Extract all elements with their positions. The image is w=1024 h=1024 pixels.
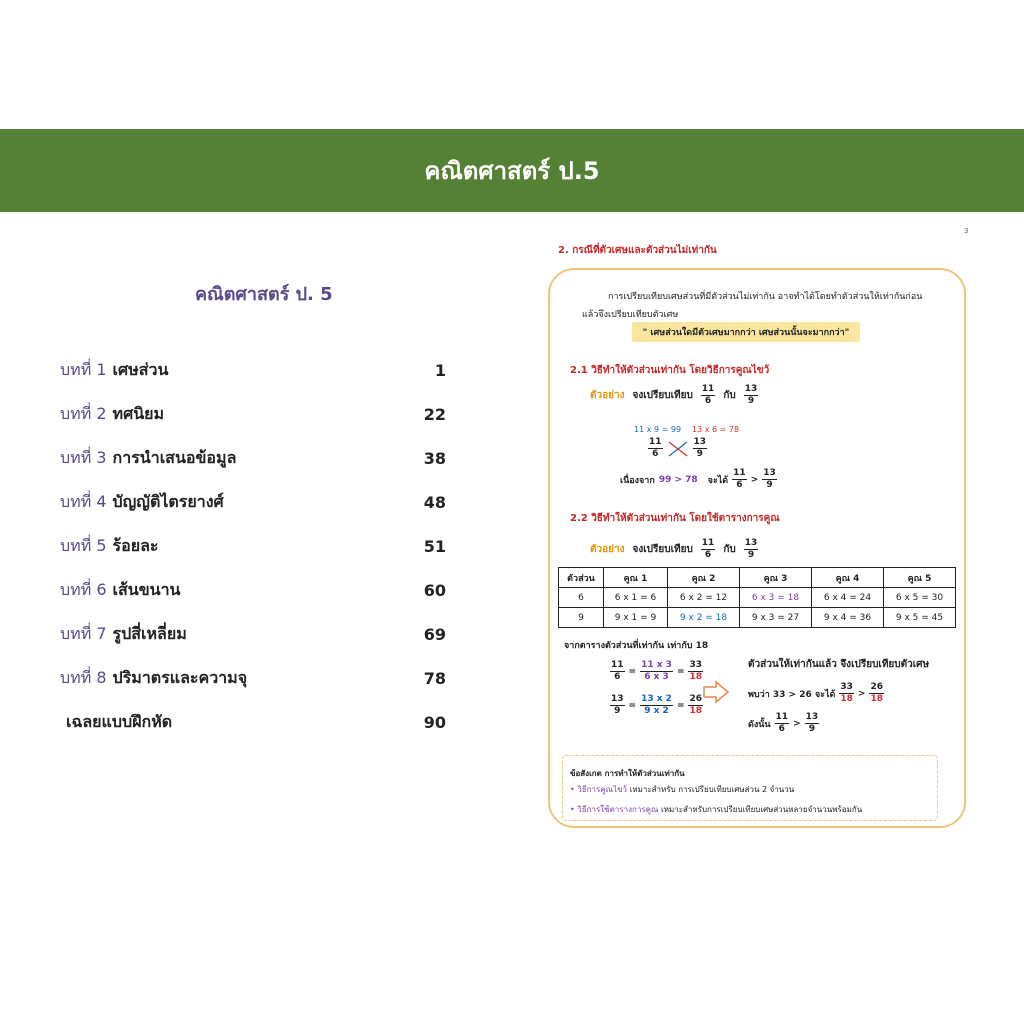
table-header: คูณ 3 bbox=[740, 568, 812, 588]
chapter-name: เศษส่วน bbox=[112, 359, 169, 379]
table-row bbox=[559, 608, 956, 628]
header-banner bbox=[0, 129, 1024, 212]
cross-arrows-icon bbox=[667, 440, 689, 458]
table-header: ตัวส่วน bbox=[559, 568, 604, 588]
toc-item-label bbox=[60, 358, 168, 383]
summary-item-1: • วิธีการคูณไขว้ เหมาะสำหรับ การเปรียบเทียบเศษส่วน 2 จำนวน bbox=[570, 785, 795, 794]
chapter-page: 48 bbox=[423, 492, 446, 512]
fraction-b: $\frac{13}{9}$ bbox=[744, 538, 758, 560]
because-text: เนื่องจาก bbox=[620, 475, 655, 486]
bullet-icon: • bbox=[570, 805, 575, 814]
bullet-icon: • bbox=[570, 785, 575, 794]
fraction-a: $\frac{11}{6}$ bbox=[701, 538, 715, 560]
chapter-name: ปริมาตรและความจุ bbox=[112, 667, 248, 687]
chapter-number: บทที่ 6 bbox=[60, 579, 107, 599]
toc-item-label bbox=[60, 578, 180, 603]
chapter-page: 90 bbox=[423, 712, 446, 732]
so-text: จะได้ bbox=[707, 475, 729, 486]
chapter-name: ร้อยละ bbox=[112, 535, 159, 555]
table-row bbox=[559, 588, 956, 608]
chapter-name: บัญญัติไตรยางศ์ bbox=[112, 491, 224, 511]
table-cell: 9 x 2 = 18 bbox=[668, 608, 740, 628]
chapter-number: บทที่ 5 bbox=[60, 535, 107, 555]
compare-note: ตัวส่วนให้เท่ากันแล้ว จึงเปรียบเทียบตัวเศษ bbox=[748, 659, 930, 670]
fraction-a: $\frac{11}{6}$ bbox=[649, 437, 662, 459]
chapter-number: บทที่ 4 bbox=[60, 491, 107, 511]
example-text: จงเปรียบเทียบ bbox=[632, 390, 693, 401]
chapter-name: การนำเสนอข้อมูล bbox=[112, 447, 237, 467]
example-label: ตัวอย่าง bbox=[590, 390, 625, 401]
banner-title: คณิตศาสตร์ ป.5 bbox=[424, 157, 600, 185]
with-text: กับ bbox=[723, 390, 736, 401]
multiplication-table bbox=[558, 567, 956, 628]
toc-item bbox=[60, 480, 450, 524]
because-compare: 99 > 78 bbox=[658, 474, 698, 485]
table-cell: 9 x 3 = 27 bbox=[740, 608, 812, 628]
cross-product-right: 13 x 6 = 78 bbox=[692, 425, 740, 434]
compare-result: พบว่า 33 > 26 จะได้ $\frac{33}{18}$ > $\frac{26}{18}$ bbox=[748, 682, 883, 704]
toc-item-label bbox=[60, 666, 247, 691]
table-cell: 6 x 3 = 18 bbox=[740, 588, 812, 608]
toc-item-label bbox=[60, 446, 236, 471]
table-header: คูณ 1 bbox=[603, 568, 667, 588]
intro-line-1: การเปรียบเทียบเศษส่วนที่มีตัวส่วนไม่เท่ากัน อาจทำได้โดยทำตัวส่วนให้เท่ากันก่อน bbox=[608, 292, 923, 302]
chapter-name: รูปสี่เหลี่ยม bbox=[112, 623, 187, 643]
chapter-page: 78 bbox=[423, 668, 446, 688]
chapter-page: 69 bbox=[423, 624, 446, 644]
example-label: ตัวอย่าง bbox=[590, 544, 625, 555]
table-of-contents bbox=[60, 348, 450, 744]
chapter-name: เฉลยแบบฝึกหัด bbox=[66, 711, 173, 731]
toc-item bbox=[60, 348, 450, 392]
table-cell: 9 x 1 = 9 bbox=[603, 608, 667, 628]
chapter-page: 22 bbox=[423, 404, 446, 424]
toc-item bbox=[60, 700, 450, 744]
toc-item-label bbox=[60, 622, 187, 647]
table-cell: 6 bbox=[559, 588, 604, 608]
chapter-page: 60 bbox=[423, 580, 446, 600]
fraction-b: $\frac{13}{9}$ bbox=[693, 437, 707, 459]
cross-product-left: 11 x 9 = 99 bbox=[634, 425, 682, 434]
chapter-number: บทที่ 1 bbox=[60, 359, 107, 379]
chapter-number: บทที่ 7 bbox=[60, 623, 107, 643]
summary-item-2: • วิธีการใช้ตารางการคูณ เหมาะสำหรับการเปรียบเทียบเศษส่วนหลายจำนวนพร้อมกัน bbox=[570, 805, 863, 814]
toc-item bbox=[60, 436, 450, 480]
summary-title: ข้อสังเกต การทำให้ตัวส่วนเท่ากัน bbox=[570, 769, 685, 778]
equation-2: $\frac{13}{9}$ = $\frac{13 x 2}{9 x 2}$ = $\frac{26}{18}$ bbox=[611, 694, 703, 716]
chapter-name: เส้นขนาน bbox=[112, 579, 181, 599]
chapter-page: 1 bbox=[434, 360, 446, 380]
fraction-b: $\frac{13}{9}$ bbox=[763, 468, 776, 490]
example-2 bbox=[590, 538, 758, 561]
table-header-row bbox=[559, 568, 956, 588]
right-arrow-icon bbox=[702, 680, 730, 708]
table-cell: 6 x 4 = 24 bbox=[812, 588, 884, 608]
cross-conclusion bbox=[620, 468, 777, 491]
subsection-2-1-title: 2.1 วิธีทำให้ตัวส่วนเท่ากัน โดยวิธีการคูณไขว้ bbox=[570, 365, 770, 376]
final-conclusion: ดังนั้น $\frac{11}{6}$ > $\frac{13}{9}$ bbox=[748, 712, 819, 734]
table-cell: 9 bbox=[559, 608, 604, 628]
chapter-page: 51 bbox=[423, 536, 446, 556]
cross-multiply-diagram bbox=[648, 437, 707, 460]
toc-item bbox=[60, 656, 450, 700]
example-text: จงเปรียบเทียบ bbox=[632, 544, 693, 555]
section-title: 2. กรณีที่ตัวเศษและตัวส่วนไม่เท่ากัน bbox=[558, 245, 717, 256]
with-text: กับ bbox=[723, 544, 736, 555]
table-cell: 9 x 5 = 45 bbox=[884, 608, 956, 628]
from-table-text: จากตารางตัวส่วนที่เท่ากัน เท่ากับ 18 bbox=[564, 641, 709, 651]
toc-item-label bbox=[60, 402, 164, 427]
table-header: คูณ 5 bbox=[884, 568, 956, 588]
toc-item bbox=[60, 612, 450, 656]
toc-item-label bbox=[60, 710, 172, 735]
toc-item bbox=[60, 392, 450, 436]
table-cell: 6 x 5 = 30 bbox=[884, 588, 956, 608]
greater-sign: > bbox=[750, 474, 759, 485]
equation-1: $\frac{11}{6}$ = $\frac{11 x 3}{6 x 3}$ = $\frac{33}{18}$ bbox=[611, 660, 703, 682]
toc-title: คณิตศาสตร์ ป. 5 bbox=[195, 284, 333, 305]
chapter-number: บทที่ 2 bbox=[60, 403, 107, 423]
page-number: 3 bbox=[964, 227, 969, 235]
fraction-b: $\frac{13}{9}$ bbox=[744, 384, 758, 406]
chapter-page: 38 bbox=[423, 448, 446, 468]
toc-item-label bbox=[60, 534, 159, 559]
toc-item bbox=[60, 524, 450, 568]
intro-line-2: แล้วจึงเปรียบเทียบตัวเศษ bbox=[582, 310, 679, 320]
fraction-a: $\frac{11}{6}$ bbox=[701, 384, 715, 406]
toc-item bbox=[60, 568, 450, 612]
chapter-number: บทที่ 8 bbox=[60, 667, 107, 687]
example-1 bbox=[590, 384, 758, 407]
table-cell: 6 x 2 = 12 bbox=[668, 588, 740, 608]
rule-highlight: " เศษส่วนใดมีตัวเศษมากกว่า เศษส่วนนั้นจะมากกว่า" bbox=[632, 322, 860, 342]
chapter-name: ทศนิยม bbox=[112, 403, 165, 423]
subsection-2-2-title: 2.2 วิธีทำให้ตัวส่วนเท่ากัน โดยใช้ตารางการคูณ bbox=[570, 513, 780, 524]
toc-item-label bbox=[60, 490, 224, 515]
fraction-a: $\frac{11}{6}$ bbox=[733, 468, 746, 490]
table-header: คูณ 4 bbox=[812, 568, 884, 588]
table-header: คูณ 2 bbox=[668, 568, 740, 588]
chapter-number: บทที่ 3 bbox=[60, 447, 107, 467]
table-cell: 6 x 1 = 6 bbox=[603, 588, 667, 608]
table-cell: 9 x 4 = 36 bbox=[812, 608, 884, 628]
